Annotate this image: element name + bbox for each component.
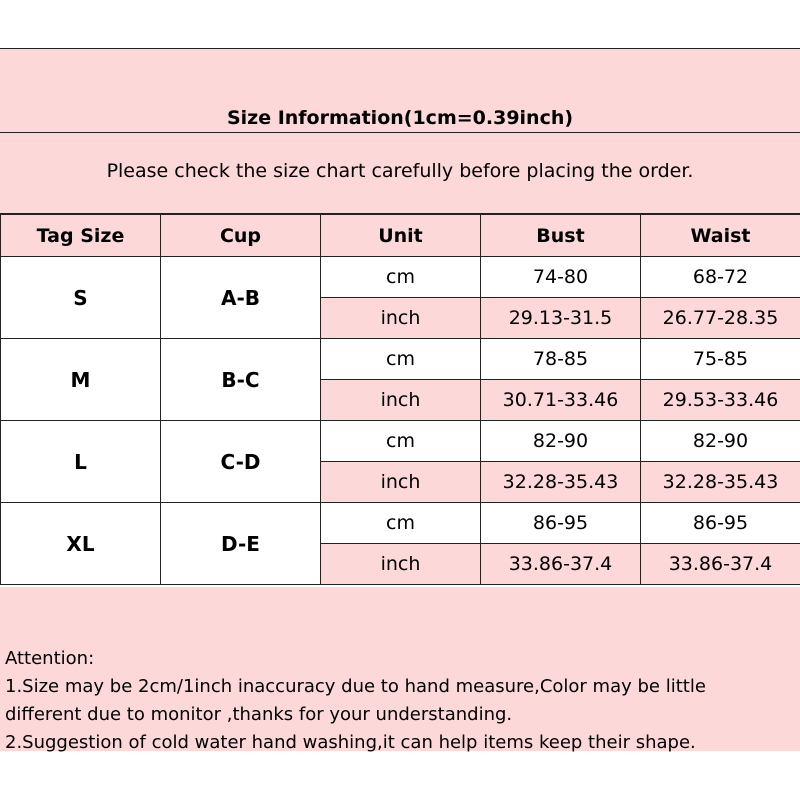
bust-cell: 32.28-35.43 — [481, 462, 641, 503]
tag-size-cell: L — [1, 421, 161, 503]
attention-line: 2.Suggestion of cold water hand washing,it can help items keep their shape. — [5, 732, 696, 753]
table-row — [1, 503, 800, 544]
chart-title: Size Information(1cm=0.39inch) — [226, 107, 574, 129]
waist-cell: 75-85 — [641, 339, 800, 380]
bust-cell: 29.13-31.5 — [481, 298, 641, 339]
waist-cell: 26.77-28.35 — [641, 298, 800, 339]
waist-cell: 32.28-35.43 — [641, 462, 800, 503]
note-band — [0, 133, 800, 214]
order-note: Please check the size chart carefully before placing the order. — [106, 160, 694, 182]
cup-cell: D-E — [161, 503, 321, 585]
bust-cell: 33.86-37.4 — [481, 544, 641, 585]
waist-cell: 68-72 — [641, 257, 800, 298]
tag-size-cell: S — [1, 257, 161, 339]
bust-cell: 30.71-33.46 — [481, 380, 641, 421]
unit-cell: inch — [321, 298, 481, 339]
table-row — [1, 421, 800, 462]
header-waist: Waist — [641, 215, 800, 257]
cup-cell: C-D — [161, 421, 321, 503]
table-header-row — [1, 215, 800, 257]
unit-cell: cm — [321, 421, 481, 462]
unit-cell: cm — [321, 339, 481, 380]
bust-cell: 82-90 — [481, 421, 641, 462]
header-bust: Bust — [481, 215, 641, 257]
unit-cell: inch — [321, 380, 481, 421]
waist-cell: 33.86-37.4 — [641, 544, 800, 585]
size-chart-sheet — [0, 48, 800, 753]
bust-cell: 78-85 — [481, 339, 641, 380]
bust-cell: 86-95 — [481, 503, 641, 544]
tag-size-cell: XL — [1, 503, 161, 585]
unit-cell: inch — [321, 462, 481, 503]
attention-text — [5, 645, 706, 757]
bust-cell: 74-80 — [481, 257, 641, 298]
cup-cell: A-B — [161, 257, 321, 339]
waist-cell: 29.53-33.46 — [641, 380, 800, 421]
attention-line: 1.Size may be 2cm/1inch inaccuracy due to hand measure,Color may be little — [5, 676, 706, 697]
cup-cell: B-C — [161, 339, 321, 421]
size-table — [0, 214, 800, 585]
waist-cell: 86-95 — [641, 503, 800, 544]
unit-cell: inch — [321, 544, 481, 585]
header-unit: Unit — [321, 215, 481, 257]
attention-line: different due to monitor ,thanks for your understanding. — [5, 704, 513, 725]
table-row — [1, 257, 800, 298]
tag-size-cell: M — [1, 339, 161, 421]
unit-cell: cm — [321, 257, 481, 298]
unit-cell: cm — [321, 503, 481, 544]
title-band — [0, 49, 800, 133]
header-cup: Cup — [161, 215, 321, 257]
waist-cell: 82-90 — [641, 421, 800, 462]
table-row — [1, 339, 800, 380]
attention-section — [0, 587, 800, 751]
header-tag-size: Tag Size — [1, 215, 161, 257]
attention-heading: Attention: — [5, 648, 95, 669]
